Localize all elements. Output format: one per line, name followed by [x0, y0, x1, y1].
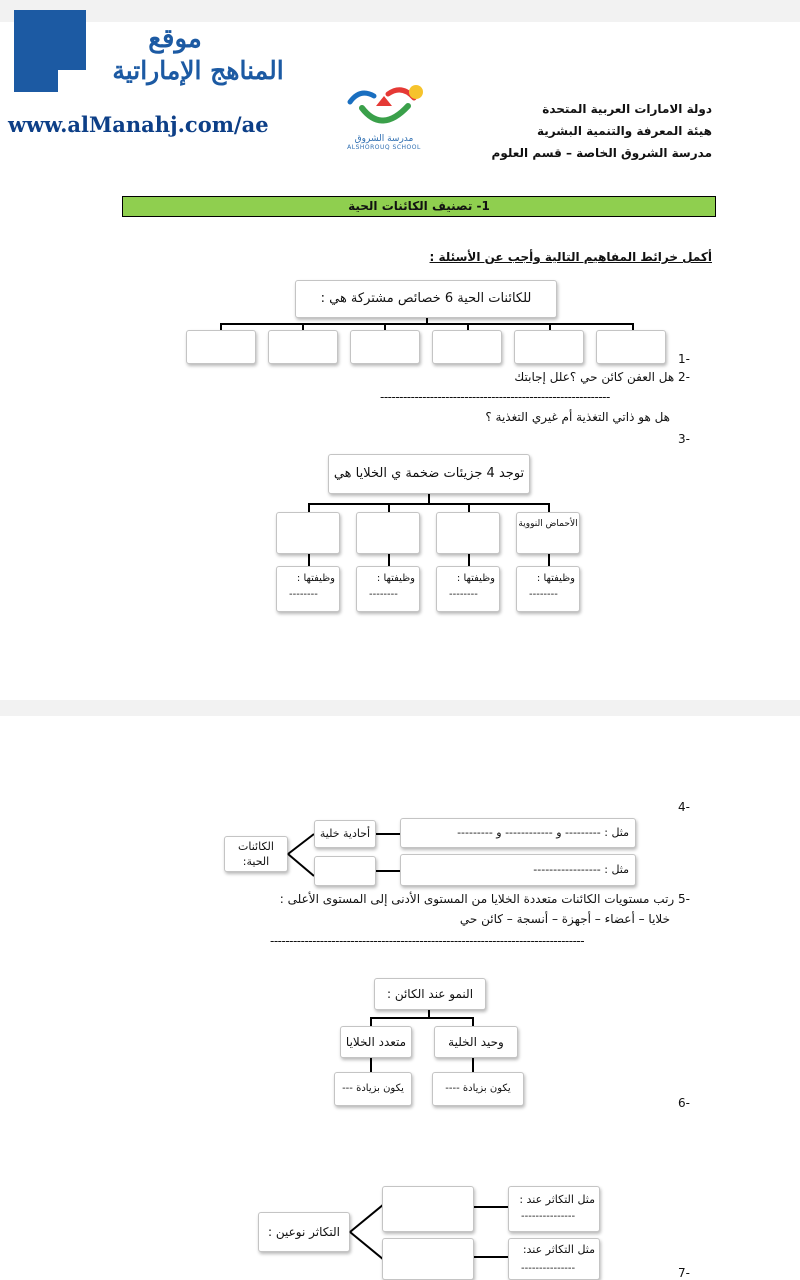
map7-root: التكاثر نوعين :	[258, 1212, 350, 1252]
map1-answer-box[interactable]	[350, 330, 420, 364]
header-country: دولة الامارات العربية المتحدة	[542, 102, 712, 116]
map7-link-1	[474, 1206, 508, 1208]
function-label: وظيفتها :	[456, 573, 495, 584]
question-7-number: -7	[678, 1266, 690, 1280]
map7-example-2[interactable]	[508, 1238, 600, 1280]
map3-molecule-nucleic-acids: الأحماض النووية	[516, 512, 580, 554]
map4-link-2	[376, 870, 400, 872]
worksheet-page-1	[0, 22, 800, 700]
map4-fork	[286, 826, 316, 882]
map6-root: النمو عند الكائن :	[374, 978, 486, 1010]
worksheet-page-2	[0, 716, 800, 1280]
map4-link-1	[376, 833, 400, 835]
map3-function-box[interactable]	[276, 566, 340, 612]
map3-molecule-box[interactable]	[436, 512, 500, 554]
logo-square-3	[14, 54, 58, 92]
question-2: -2 هل العفن كائن حي ؟علل إجابتك	[514, 370, 690, 384]
map1-answer-box[interactable]	[514, 330, 584, 364]
question-5: -5 رتب مستويات الكائنات متعددة الخلايا من المستوى الأدنى إلى المستوى الأعلى :	[279, 892, 690, 906]
map3-function-connector	[468, 554, 470, 566]
map6-growth-unicellular[interactable]: يكون بزيادة ----	[432, 1072, 524, 1106]
header-authority: هيئة المعرفة والتنمية البشرية	[536, 124, 712, 138]
function-label: وظيفتها :	[376, 573, 415, 584]
question-1-number: -1	[678, 352, 690, 366]
section-title: 1- تصنيف الكائنات الحية	[122, 196, 716, 217]
question-5-answer-line[interactable]: ----------------------------------------------------------------------------------	[270, 934, 585, 948]
map4-multicellular-blank[interactable]	[314, 856, 376, 886]
map7-example-1-blank: ---------------	[521, 1211, 576, 1222]
function-blank: --------	[529, 589, 558, 600]
map1-answer-box[interactable]	[432, 330, 502, 364]
map3-function-box[interactable]	[356, 566, 420, 612]
map1-answer-box[interactable]	[268, 330, 338, 364]
school-logo-english: ALSHOROUQ SCHOOL	[347, 144, 421, 151]
map4-unicellular: أحادية خلية	[314, 820, 376, 848]
map6-growth-multicellular[interactable]: يكون بزيادة ---	[334, 1072, 412, 1106]
map1-answer-box[interactable]	[596, 330, 666, 364]
function-blank: --------	[449, 589, 478, 600]
school-logo	[336, 84, 432, 154]
map6-drop	[472, 1017, 474, 1026]
map7-example-2-blank: ---------------	[521, 1263, 576, 1274]
map7-example-2-label: مثل التكاثر عند:	[522, 1243, 595, 1256]
map7-type-box[interactable]	[382, 1238, 474, 1280]
map1-branch-line	[220, 323, 634, 325]
map3-root: توجد 4 جزيئات ضخمة ي الخلايا هي	[328, 454, 530, 494]
map3-function-connector	[548, 554, 550, 566]
school-logo-arabic: مدرسة الشروق	[354, 134, 414, 144]
function-label: وظيفتها :	[296, 573, 335, 584]
function-blank: --------	[369, 589, 398, 600]
watermark-subtitle: المناهج الإماراتية	[112, 56, 284, 85]
function-blank: --------	[289, 589, 318, 600]
map3-molecule-box[interactable]	[356, 512, 420, 554]
instruction: أكمل خرائط المفاهيم التالية وأجب عن الأسئلة :	[429, 250, 712, 264]
map3-function-box[interactable]	[436, 566, 500, 612]
map3-molecule-box[interactable]	[276, 512, 340, 554]
question-3-number: -3	[678, 432, 690, 446]
school-logo-emblem-icon	[336, 84, 432, 138]
map6-unicellular: وحيد الخلية	[434, 1026, 518, 1058]
map3-function-connector	[308, 554, 310, 566]
map7-fork	[348, 1194, 386, 1270]
watermark-title: موقع	[148, 24, 202, 54]
question-5-items: خلايا – أعضاء – أجهزة – أنسجة – كائن حي	[459, 912, 670, 926]
question-2b: هل هو ذاتي التغذية أم غيري التغذية ؟	[485, 410, 670, 424]
question-2-answer-line[interactable]: ------------------------------------------------------------	[380, 390, 610, 404]
header-school: مدرسة الشروق الخاصة – قسم العلوم	[491, 146, 712, 160]
map6-multicellular: متعدد الخلايا	[340, 1026, 412, 1058]
map1-root: للكائنات الحية 6 خصائص مشتركة هي :	[295, 280, 557, 318]
question-4-number: -4	[678, 800, 690, 814]
question-6-number: -6	[678, 1096, 690, 1110]
function-label: وظيفتها :	[536, 573, 575, 584]
map7-example-1-label: مثل التكاثر عند :	[519, 1193, 595, 1206]
map6-branch-line	[370, 1017, 474, 1019]
map4-root: الكائنات الحية:	[224, 836, 288, 872]
watermark-url: www.alManahj.com/ae	[8, 112, 269, 137]
map3-function-box[interactable]	[516, 566, 580, 612]
map1-answer-box[interactable]	[186, 330, 256, 364]
map4-example-2[interactable]: مثل : -----------------	[400, 854, 636, 886]
map7-example-1[interactable]	[508, 1186, 600, 1232]
map7-type-box[interactable]	[382, 1186, 474, 1232]
map6-drop	[370, 1017, 372, 1026]
map4-example-1[interactable]: مثل : --------- و ------------ و ---------	[400, 818, 636, 848]
map3-branch-line	[308, 503, 550, 505]
map3-function-connector	[388, 554, 390, 566]
map7-link-2	[474, 1256, 508, 1258]
